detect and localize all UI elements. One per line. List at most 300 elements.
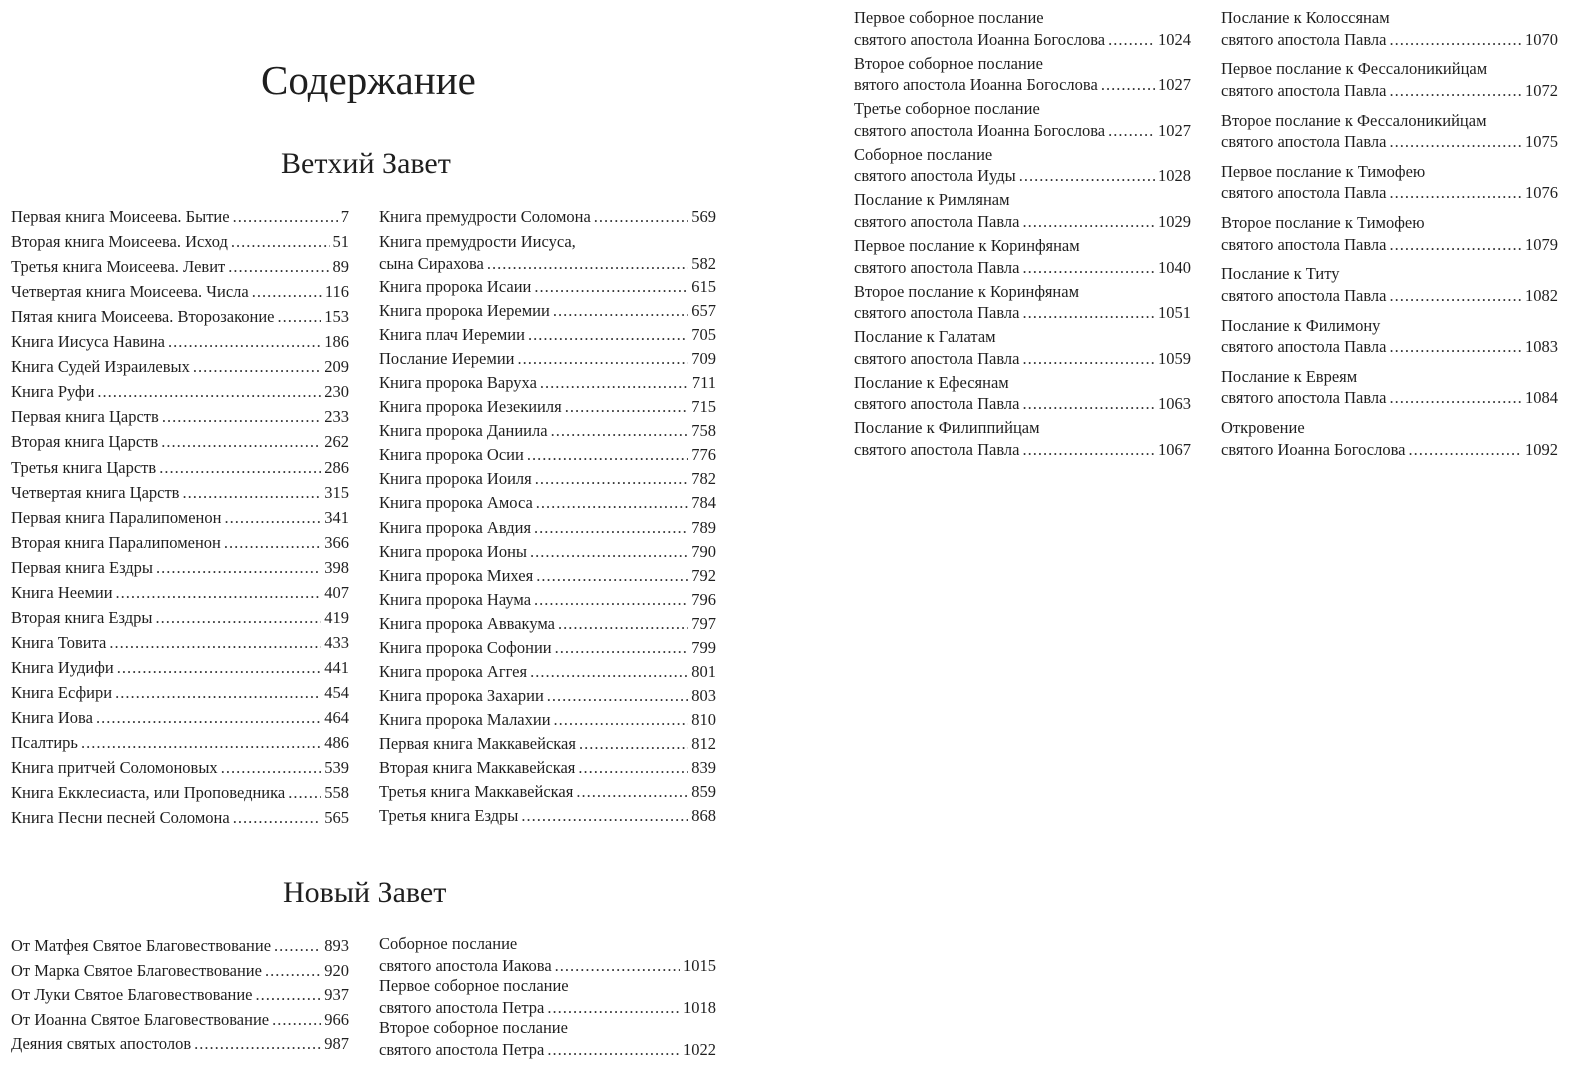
dot-leader — [1108, 120, 1155, 142]
toc-entry[interactable] — [11, 381, 349, 402]
toc-entry[interactable] — [854, 417, 1191, 460]
dot-leader — [272, 1009, 321, 1030]
toc-entry-title: Книга пророка Михея — [379, 565, 534, 585]
toc-entry[interactable] — [1221, 7, 1558, 50]
dot-leader — [1389, 285, 1522, 307]
toc-entry[interactable] — [379, 589, 716, 610]
dot-leader — [231, 231, 330, 252]
toc-entry[interactable] — [854, 98, 1191, 141]
toc-entry-line-2 — [379, 955, 716, 977]
toc-entry-title: Книга пророка Авдия — [379, 517, 532, 537]
toc-entry[interactable] — [11, 356, 349, 377]
toc-entry-page: 1083 — [1525, 337, 1558, 356]
toc-entry[interactable] — [379, 637, 716, 658]
toc-entry-title: Книга Товита — [11, 632, 107, 652]
toc-entry-page: 792 — [691, 565, 716, 585]
dot-leader — [1389, 182, 1522, 204]
dot-leader — [1389, 131, 1522, 153]
toc-entry-page: 789 — [691, 517, 716, 537]
dot-leader — [555, 637, 689, 658]
dot-leader — [1022, 211, 1155, 233]
dot-leader — [1389, 387, 1522, 409]
toc-entry[interactable] — [11, 632, 349, 653]
toc-entry[interactable] — [379, 396, 716, 417]
toc-entry-page: 315 — [324, 482, 349, 502]
new-testament-heading: Новый Завет — [283, 876, 447, 909]
toc-entry-title: Книга пророка Аввакума — [379, 613, 555, 633]
toc-entry-page: 1072 — [1525, 80, 1558, 100]
toc-entry[interactable] — [854, 53, 1191, 96]
toc-entry[interactable] — [11, 935, 349, 956]
toc-entry-page: 1079 — [1525, 234, 1558, 254]
toc-entry-title-line-1: Послание к Филимону — [1221, 315, 1381, 335]
toc-entry-title-line-2: святого апостола Павла — [854, 348, 1020, 368]
toc-entry-title-line-1: Первое послание к Тимофею — [1221, 161, 1426, 181]
toc-entry-title: Деяния святых апостолов — [11, 1034, 192, 1054]
toc-entry[interactable] — [1221, 315, 1558, 358]
toc-entry-title: Третья книга Ездры — [379, 806, 519, 826]
toc-entry-line-2 — [1221, 285, 1558, 307]
toc-entry[interactable] — [11, 256, 349, 277]
toc-entry-page: 868 — [691, 806, 716, 826]
dot-leader — [224, 532, 321, 553]
toc-entry-title-line-1: Второе послание к Коринфянам — [854, 281, 1080, 301]
dot-leader — [530, 541, 688, 562]
dot-leader — [1019, 165, 1155, 187]
toc-entry-page: 1029 — [1158, 211, 1191, 231]
toc-entry[interactable] — [854, 372, 1191, 415]
toc-entry[interactable] — [11, 457, 349, 478]
toc-entry-title-line-2: святого апостола Иуды — [854, 166, 1016, 186]
toc-entry[interactable] — [379, 661, 716, 682]
toc-entry[interactable] — [379, 565, 716, 586]
toc-entry-page: 230 — [324, 382, 349, 402]
dot-leader — [161, 431, 321, 452]
toc-entry[interactable] — [379, 372, 716, 393]
toc-entry-page: 799 — [691, 637, 716, 657]
toc-entry[interactable] — [11, 1033, 349, 1054]
toc-entry-page: 419 — [324, 607, 349, 627]
dot-leader — [159, 457, 321, 478]
toc-entry-page: 51 — [332, 232, 349, 252]
toc-entry[interactable] — [379, 933, 716, 976]
toc-entry-line-2 — [1221, 439, 1558, 461]
toc-entry-line-2 — [854, 29, 1191, 51]
toc-entry-title: Послание Иеремии — [379, 349, 515, 369]
toc-entry-page: 1059 — [1158, 348, 1191, 368]
toc-entry[interactable] — [1221, 212, 1558, 255]
dot-leader — [535, 468, 689, 489]
toc-entry-title-line-2: святого апостола Павла — [1221, 183, 1387, 203]
toc-entry-page: 398 — [324, 557, 349, 577]
toc-entry-title: Книга пророка Захарии — [379, 685, 544, 705]
toc-entry-line-2 — [854, 302, 1191, 324]
toc-entry-line-2 — [854, 120, 1191, 142]
toc-entry-title-line-1: Послание к Галатам — [854, 327, 996, 347]
toc-entry[interactable] — [854, 235, 1191, 278]
toc-entry-title-line-2: вятого апостола Иоанна Богослова — [854, 75, 1098, 95]
toc-entry-title: Книга пророка Софонии — [379, 637, 552, 657]
dot-leader — [534, 276, 688, 297]
old-testament-heading: Ветхий Завет — [281, 147, 451, 180]
toc-entry[interactable] — [11, 582, 349, 603]
toc-entry-page: 1092 — [1525, 439, 1558, 459]
toc-entry-title: Третья книга Царств — [11, 457, 157, 477]
toc-entry-title: От Иоанна Святое Благовествование — [11, 1009, 270, 1029]
toc-entry-title: Книга Песни песней Соломона — [11, 808, 230, 828]
toc-entry-page: 937 — [324, 985, 349, 1005]
toc-entry-page: 366 — [324, 532, 349, 552]
toc-entry-title-line-2: святого апостола Иакова — [379, 955, 552, 975]
toc-entry[interactable] — [1221, 366, 1558, 409]
dot-leader — [97, 381, 321, 402]
toc-entry-title: От Матфея Святое Благовествование — [11, 936, 272, 955]
dot-leader — [117, 657, 321, 678]
toc-entry-page: 186 — [324, 332, 349, 352]
dot-leader — [265, 960, 321, 981]
toc-entry-title: Книга пророка Ионы — [379, 541, 528, 561]
toc-entry-line-2 — [1221, 131, 1558, 153]
dot-leader — [156, 557, 321, 578]
toc-entry-page: 7 — [340, 207, 349, 226]
toc-entry-title-line-2: святого апостола Павла — [1221, 132, 1387, 151]
toc-entry[interactable] — [11, 757, 349, 778]
dot-leader — [551, 420, 689, 441]
toc-entry[interactable] — [379, 444, 716, 465]
toc-entry-title-line-1: Первое соборное послание — [854, 8, 1044, 27]
toc-entry-page: 286 — [324, 457, 349, 477]
dot-leader — [534, 589, 688, 610]
toc-entry-page: 705 — [691, 325, 716, 345]
toc-entry-line-2 — [854, 74, 1191, 96]
toc-entry-page: 569 — [691, 207, 716, 226]
toc-entry-page: 1027 — [1158, 75, 1191, 95]
toc-entry-page: 1022 — [683, 1039, 716, 1059]
dot-leader — [553, 300, 688, 321]
toc-entry-title: Книга притчей Соломоновых — [11, 758, 218, 778]
toc-entry[interactable] — [11, 807, 349, 828]
toc-entry-page: 341 — [324, 507, 349, 527]
toc-entry[interactable] — [379, 733, 716, 754]
toc-entry[interactable] — [11, 482, 349, 503]
dot-leader — [527, 444, 688, 465]
dot-leader — [115, 682, 321, 703]
toc-entry-page: 797 — [691, 613, 716, 633]
dot-leader — [1409, 439, 1522, 461]
toc-entry-line-2 — [1221, 80, 1558, 102]
toc-entry[interactable] — [11, 960, 349, 981]
toc-entry-page: 1075 — [1525, 132, 1558, 151]
toc-entry-title: Книга Судей Израилевых — [11, 357, 190, 377]
toc-entry-page: 839 — [691, 758, 716, 777]
toc-entry[interactable] — [11, 707, 349, 728]
toc-entry-page: 790 — [691, 541, 716, 561]
toc-entry-title-line-2: святого апостола Павла — [854, 211, 1020, 231]
dot-leader — [168, 331, 321, 352]
toc-entry[interactable] — [379, 805, 716, 826]
toc-entry[interactable] — [11, 607, 349, 628]
toc-entry[interactable] — [379, 781, 716, 802]
dot-leader — [288, 782, 321, 803]
dot-leader — [274, 935, 321, 956]
toc-entry[interactable] — [1221, 417, 1558, 460]
toc-entry-page: 709 — [691, 349, 716, 369]
toc-entry-title: Книга Иудифи — [11, 657, 114, 677]
dot-leader — [487, 253, 688, 275]
toc-entry-page: 1028 — [1158, 166, 1191, 186]
toc-entry[interactable] — [854, 144, 1191, 187]
toc-entry-title: Книга плач Иеремии — [379, 325, 525, 345]
toc-entry-page: 1015 — [683, 955, 716, 975]
dot-leader — [594, 206, 688, 227]
toc-entry[interactable] — [379, 231, 716, 274]
dot-leader — [233, 807, 322, 828]
toc-entry[interactable] — [11, 984, 349, 1005]
toc-entry-page: 715 — [691, 397, 716, 417]
toc-entry-page: 233 — [324, 407, 349, 427]
dot-leader — [182, 482, 321, 503]
toc-entry-title-line-1: Второе соборное послание — [854, 53, 1043, 73]
dot-leader — [1389, 336, 1522, 358]
toc-entry[interactable] — [854, 189, 1191, 232]
dot-leader — [578, 757, 688, 778]
toc-entry-title-line-2: святого апостола Павла — [1221, 29, 1387, 49]
toc-entry[interactable] — [379, 1017, 716, 1060]
toc-entry-title-line-1: Второе послание к Фессалоникийцам — [1221, 110, 1487, 130]
toc-entry-title: Книга пророка Иоиля — [379, 469, 532, 489]
toc-entry-page: 776 — [691, 445, 716, 465]
toc-entry-page: 796 — [691, 589, 716, 609]
toc-entry[interactable] — [11, 732, 349, 753]
dot-leader — [1389, 80, 1522, 102]
dot-leader — [155, 607, 321, 628]
toc-entry-page: 433 — [324, 632, 349, 652]
toc-entry-page: 615 — [691, 277, 716, 296]
toc-entry-title: Псалтирь — [11, 733, 78, 753]
toc-entry-page: 262 — [324, 432, 349, 452]
dot-leader — [109, 632, 321, 653]
toc-entry-title-line-1: Второе послание к Тимофею — [1221, 213, 1425, 232]
toc-entry-page: 810 — [691, 709, 716, 729]
toc-entry-page: 539 — [324, 758, 349, 778]
toc-entry-page: 1024 — [1158, 29, 1191, 49]
dot-leader — [1389, 234, 1522, 256]
toc-entry-title: Вторая книга Маккавейская — [379, 758, 576, 777]
toc-entry[interactable] — [11, 331, 349, 352]
toc-entry-title: Вторая книга Царств — [11, 432, 159, 452]
toc-entry-title-line-1: Соборное послание — [854, 144, 993, 164]
toc-entry[interactable] — [379, 348, 716, 369]
dot-leader — [579, 733, 688, 754]
toc-entry-title: Книга пророка Осии — [379, 445, 524, 465]
toc-entry-page: 565 — [324, 808, 349, 828]
toc-entry[interactable] — [1221, 110, 1558, 153]
toc-entry-page: 920 — [324, 960, 349, 980]
toc-entry-page: 407 — [324, 582, 349, 602]
toc-entry-page: 89 — [332, 257, 349, 277]
toc-entry-page: 1067 — [1158, 439, 1191, 459]
toc-entry-page: 1082 — [1525, 285, 1558, 305]
toc-entry-title-line-2: святого апостола Павла — [854, 394, 1020, 414]
dot-leader — [252, 281, 322, 302]
dot-leader — [228, 256, 329, 277]
toc-entry[interactable] — [11, 682, 349, 703]
toc-entry-page: 966 — [324, 1009, 349, 1029]
toc-entry-page: 1051 — [1158, 303, 1191, 323]
toc-entry-title: Книга пророка Иезекииля — [379, 397, 562, 417]
toc-entry-page: 711 — [691, 373, 716, 393]
toc-entry-line-2 — [1221, 182, 1558, 204]
toc-entry[interactable] — [11, 206, 349, 227]
toc-entry-page: 1063 — [1158, 394, 1191, 414]
toc-entry[interactable] — [379, 975, 716, 1018]
toc-entry-page: 1084 — [1525, 388, 1558, 408]
toc-entry-title-line-2: святого апостола Иоанна Богослова — [854, 120, 1106, 140]
toc-entry[interactable] — [854, 281, 1191, 324]
toc-entry-title: Первая книга Паралипоменон — [11, 507, 222, 527]
toc-entry-page: 582 — [691, 253, 716, 273]
dot-leader — [1022, 439, 1155, 461]
toc-entry[interactable] — [11, 281, 349, 302]
toc-entry[interactable] — [379, 685, 716, 706]
toc-entry-title: Четвертая книга Моисеева. Числа — [11, 282, 249, 302]
toc-entry-title: Первая книга Маккавейская — [379, 733, 576, 753]
dot-leader — [278, 306, 322, 327]
toc-entry[interactable] — [854, 326, 1191, 369]
toc-entry-title: Вторая книга Ездры — [11, 607, 153, 627]
toc-entry-title-line-2: святого апостола Павла — [854, 303, 1020, 323]
dot-leader — [521, 805, 688, 826]
toc-entry-page: 784 — [691, 493, 716, 513]
toc-entry-page: 441 — [324, 657, 349, 677]
toc-entry-line-2 — [854, 165, 1191, 187]
dot-leader — [530, 661, 688, 682]
toc-entry-page: 758 — [691, 421, 716, 441]
toc-entry[interactable] — [11, 557, 349, 578]
toc-entry[interactable] — [379, 468, 716, 489]
toc-entry[interactable] — [1221, 263, 1558, 306]
dot-leader — [233, 206, 338, 227]
dot-leader — [536, 565, 688, 586]
toc-entry[interactable] — [854, 7, 1191, 50]
toc-entry-line-2 — [854, 439, 1191, 461]
dot-leader — [547, 997, 680, 1019]
toc-entry-page: 657 — [691, 301, 716, 321]
toc-entry[interactable] — [11, 431, 349, 452]
toc-entry-page: 987 — [324, 1034, 349, 1054]
toc-entry-title: Книга пророка Исаии — [379, 277, 532, 296]
toc-entry[interactable] — [1221, 161, 1558, 204]
toc-entry[interactable] — [379, 517, 716, 538]
dot-leader — [547, 685, 688, 706]
toc-entry-title: Книга пророка Иеремии — [379, 301, 550, 321]
toc-entry-title: Книга Есфири — [11, 682, 113, 702]
dot-leader — [224, 507, 321, 528]
toc-entry-page: 1018 — [683, 997, 716, 1017]
toc-entry[interactable] — [379, 757, 716, 778]
toc-entry-title: Книга пророка Амоса — [379, 493, 533, 513]
toc-entry-line-2 — [1221, 336, 1558, 358]
dot-leader — [256, 984, 322, 1005]
toc-entry[interactable] — [379, 300, 716, 321]
dot-leader — [555, 955, 680, 977]
toc-entry[interactable] — [1221, 58, 1558, 101]
toc-entry-page: 209 — [324, 357, 349, 377]
toc-entry-page: 558 — [324, 783, 349, 803]
dot-leader — [1108, 29, 1155, 51]
toc-entry-page: 153 — [324, 307, 349, 327]
toc-entry-title: Первая книга Царств — [11, 407, 159, 427]
toc-entry[interactable] — [11, 657, 349, 678]
toc-entry[interactable] — [11, 306, 349, 327]
toc-entry-title-line-1: Первое послание к Коринфянам — [854, 236, 1080, 255]
toc-entry-line-2 — [854, 348, 1191, 370]
toc-entry-title-line-1: Послание к Филиппийцам — [854, 418, 1040, 438]
toc-entry-title: Пятая книга Моисеева. Второзаконие — [11, 307, 275, 327]
toc-entry[interactable] — [11, 406, 349, 427]
toc-entry[interactable] — [11, 507, 349, 528]
dot-leader — [116, 582, 322, 603]
toc-entry[interactable] — [11, 532, 349, 553]
toc-entry-line-2 — [379, 1039, 716, 1061]
dot-leader — [540, 372, 689, 393]
toc-entry-page: 1076 — [1525, 183, 1558, 203]
dot-leader — [194, 1033, 321, 1054]
toc-entry-title-line-1: Второе соборное послание — [379, 1018, 568, 1037]
toc-entry[interactable] — [379, 709, 716, 730]
dot-leader — [96, 707, 321, 728]
toc-entry[interactable] — [379, 492, 716, 513]
toc-entry-title-line-2: святого апостола Павла — [854, 257, 1020, 277]
toc-entry[interactable] — [379, 276, 716, 297]
toc-entry[interactable] — [379, 420, 716, 441]
toc-entry-line-2 — [1221, 29, 1558, 51]
toc-entry-page: 803 — [691, 685, 716, 705]
dot-leader — [576, 781, 688, 802]
dot-leader — [193, 356, 321, 377]
dot-leader — [81, 732, 321, 753]
toc-entry-title: Книга пророка Малахии — [379, 709, 551, 729]
toc-entry-title: Четвертая книга Царств — [11, 482, 180, 502]
toc-entry[interactable] — [11, 231, 349, 252]
page-title: Содержание — [261, 57, 476, 103]
toc-entry-line-2 — [854, 393, 1191, 415]
toc-entry-title: Вторая книга Паралипоменон — [11, 532, 221, 552]
toc-entry[interactable] — [11, 1009, 349, 1030]
dot-leader — [221, 757, 322, 778]
toc-entry-title-line-1: Первое соборное послание — [379, 976, 569, 995]
toc-entry[interactable] — [11, 782, 349, 803]
dot-leader — [1101, 74, 1155, 96]
toc-entry[interactable] — [379, 613, 716, 634]
toc-entry[interactable] — [379, 541, 716, 562]
toc-entry-title-line-2: святого апостола Павла — [854, 439, 1020, 459]
dot-leader — [1389, 29, 1522, 51]
toc-entry[interactable] — [379, 206, 716, 227]
toc-entry-title: Книга Руфи — [11, 382, 95, 402]
dot-leader — [565, 396, 689, 417]
toc-entry[interactable] — [379, 324, 716, 345]
toc-entry-page: 782 — [691, 469, 716, 489]
dot-leader — [558, 613, 688, 634]
toc-entry-page: 1027 — [1158, 120, 1191, 140]
toc-entry-title: Книга пророка Даниила — [379, 421, 548, 441]
toc-entry-title-line-2: святого апостола Павла — [1221, 388, 1387, 408]
dot-leader — [517, 348, 688, 369]
toc-entry-title-line-2: святого Иоанна Богослова — [1221, 439, 1406, 459]
toc-entry-title: Книга Неемии — [11, 582, 113, 602]
toc-entry-title-line-1: Послание к Ефесянам — [854, 372, 1009, 392]
